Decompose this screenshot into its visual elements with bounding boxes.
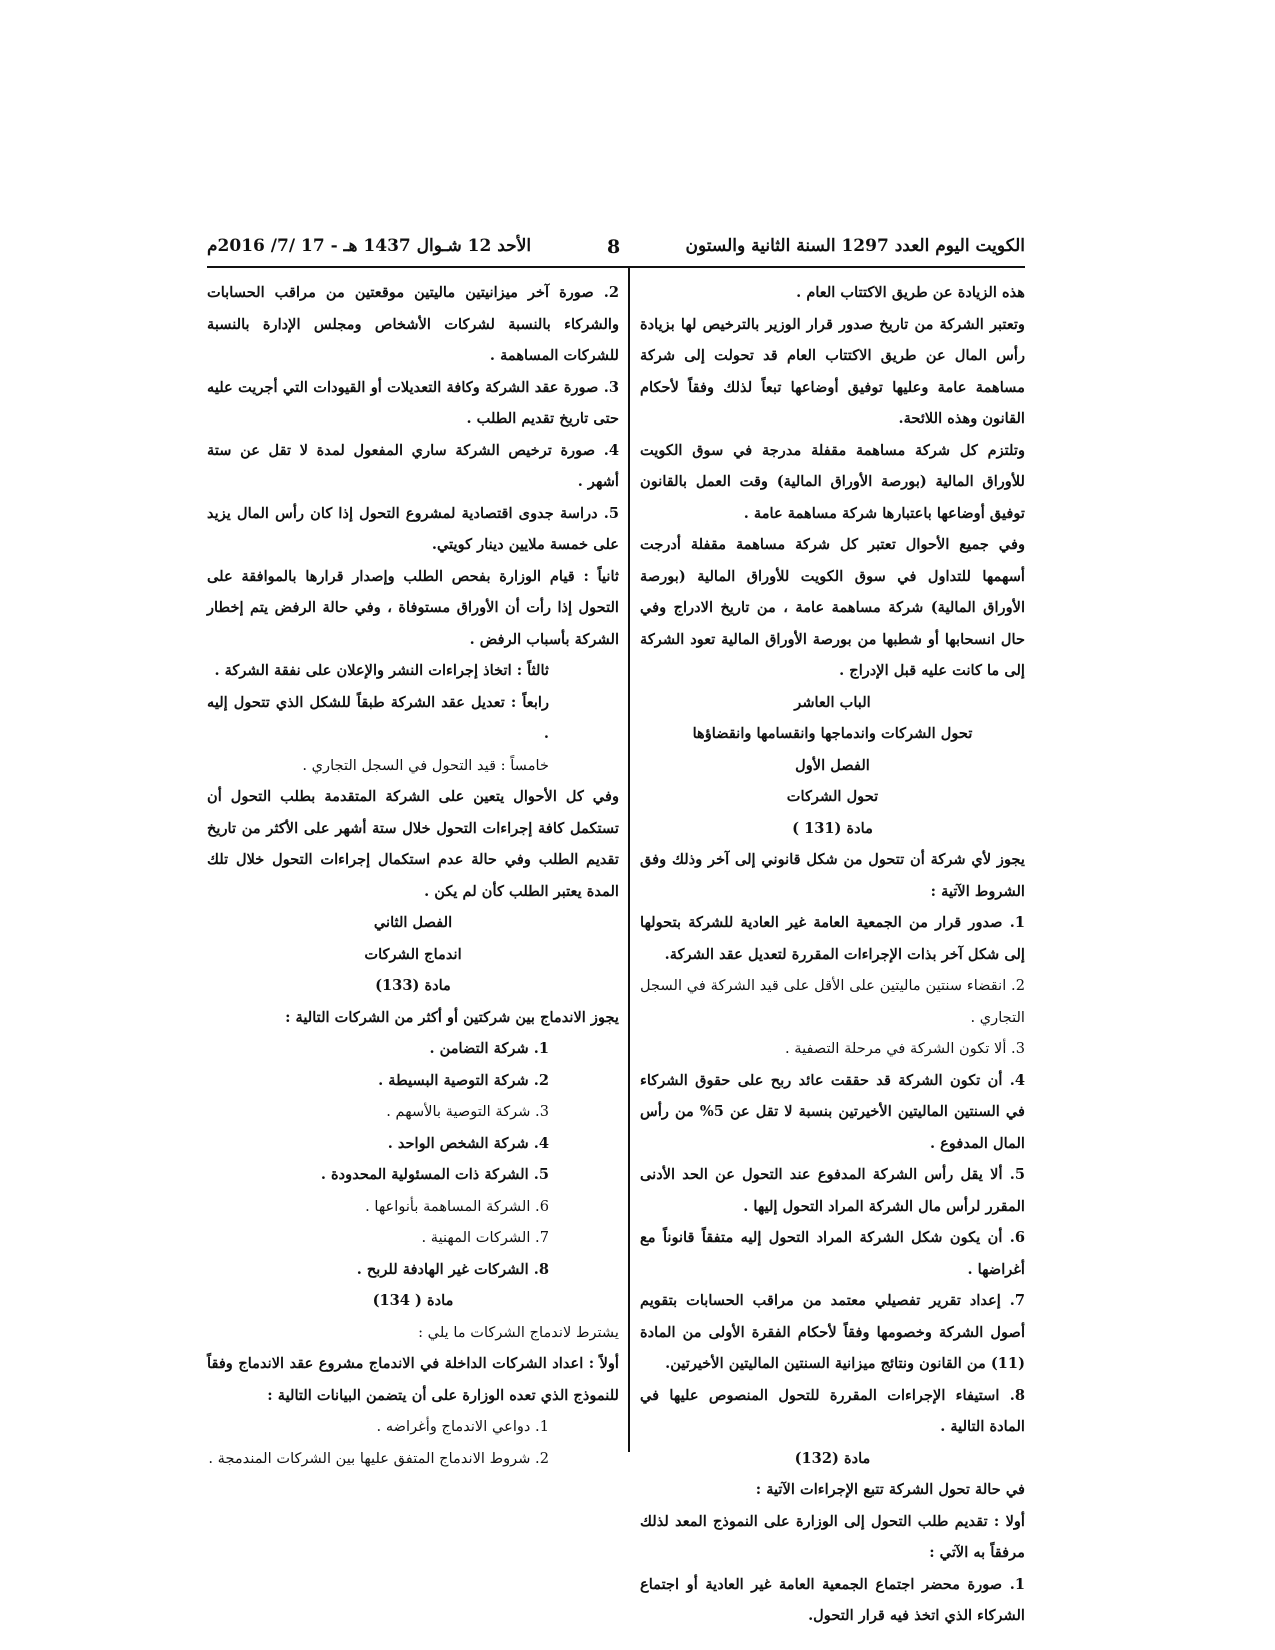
section-subtitle: تحول الشركات	[786, 788, 879, 805]
list-item: 7. الشركات المهنية .	[421, 1229, 549, 1246]
issue-info: الكويت اليوم العدد 1297 السنة الثانية والستون	[685, 236, 1025, 256]
paragraph: خامساً : قيد التحول في السجل التجاري .	[302, 756, 549, 774]
column-divider	[628, 268, 630, 1452]
list-item: 5. الشركة ذات المسئولية المحدودة .	[320, 1166, 549, 1183]
chapter-title: الباب العاشر	[794, 693, 871, 711]
paragraph: في حالة تحول الشركة تتبع الإجراءات الآتية :	[755, 1481, 1025, 1498]
section-title: الفصل الثاني	[373, 914, 453, 931]
list-item: 1. شركة التضامن .	[429, 1040, 549, 1057]
paragraph: وفي جميع الأحوال تعتبر كل شركة مساهمة مقفلة أدرجت أسهمها للتداول في سوق الكويت للأوراق المالية (بورصة الأوراق المالية) شركة مساهمة عامة ، من تاريخ الادراج وفي حال انسحابها أو شطبها من بورصة الأوراق المالية تعود الشركة إلى ما كانت عليه قبل الإدراج .	[640, 536, 1025, 679]
paragraph: يشترط لاندماج الشركات ما يلي :	[418, 1323, 619, 1341]
article-heading: مادة (133)	[375, 977, 451, 994]
paragraph: يجوز الاندماج بين شركتين أو أكثر من الشركات التالية :	[285, 1008, 619, 1026]
list-item: 8. الشركات غير الهادفة للربح .	[356, 1260, 549, 1278]
paragraph: أولا : تقديم طلب التحول إلى الوزارة على النموذج المعد لذلك مرفقاً به الآتي :	[640, 1512, 1025, 1561]
list-item: 4. شركة الشخص الواحد .	[387, 1134, 549, 1152]
list-item: 6. الشركة المساهمة بأنواعها .	[365, 1197, 549, 1215]
paragraph: وفي كل الأحوال يتعين على الشركة المتقدمة بطلب التحول أن تستكمل كافة إجراءات التحول خلال ستة أشهر على الأكثر من تاريخ تقديم الطلب وفي حالة عدم استكمال إجراءات التحول خلال تلك المدة يعتبر الطلب كأن لم يكن .	[207, 788, 619, 900]
list-item: 2. شركة التوصية البسيطة .	[378, 1071, 549, 1089]
page-number: 8	[607, 236, 621, 258]
list-item: 2. صورة آخر ميزانيتين ماليتين موقعتين من مراقب الحسابات والشركاء بالنسبة لشركات الأشخاص ومجلس الإدارة بالنسبة للشركات المساهمة .	[207, 284, 619, 364]
list-item: 1. دواعي الاندماج وأغراضه .	[376, 1418, 549, 1435]
list-item: 2. شروط الاندماج المتفق عليها بين الشركات المندمجة .	[208, 1449, 549, 1467]
article-heading: مادة (131 )	[792, 819, 873, 837]
paragraph: ثالثاً : اتخاذ إجراءات النشر والإعلان على نفقة الشركة .	[214, 662, 549, 679]
list-item: 3. صورة عقد الشركة وكافة التعديلات أو القيودات التي أجريت عليه حتى تاريخ تقديم الطلب .	[207, 378, 619, 427]
list-item: 4. أن تكون الشركة قد حققت عائد ربح على حقوق الشركاء في السنتين الماليتين الأخيرتين بنسبة لا تقل عن 5% من رأس المال المدفوع .	[640, 1071, 1026, 1152]
list-item: 2. انقضاء سنتين ماليتين على الأقل على قيد الشركة في السجل التجاري .	[640, 977, 1025, 1026]
article-heading: مادة ( 134)	[372, 1292, 454, 1309]
paragraph: أولاً : اعداد الشركات الداخلة في الاندماج مشروع عقد الاندماج وفقاً للنموذج الذي تعده الوزارة على أن يتضمن البيانات التالية :	[207, 1355, 619, 1404]
paragraph: وتعتبر الشركة من تاريخ صدور قرار الوزير بالترخيص لها بزيادة رأس المال عن طريق الاكتتاب العام قد تحولت إلى شركة مساهمة عامة وعليها توفيق أوضاعها تبعاً لذلك وفقاً لأحكام القانون وهذه اللائحة.	[640, 315, 1025, 427]
list-item: 7. إعداد تقرير تفصيلي معتمد من مراقب الحسابات بتقويم أصول الشركة وخصومها وفقاً لأحكام الفقرة الأولى من المادة (11) من القانون ونتائج ميزانية السنتين الماليتين الأخيرتين.	[640, 1292, 1025, 1372]
list-item: 6. أن يكون شكل الشركة المراد التحول إليه متفقاً قانوناً مع أغراضها .	[640, 1229, 1025, 1278]
issue-date: الأحد 12 شـوال 1437 هـ - 17 /7/ 2016م	[207, 236, 532, 256]
list-item: 3. شركة التوصية بالأسهم .	[386, 1103, 549, 1120]
list-item: 5. دراسة جدوى اقتصادية لمشروع التحول إذا كان رأس المال يزيد على خمسة ملايين دينار كويتي.	[207, 504, 619, 553]
header-rule	[207, 266, 1025, 268]
list-item: 1. صدور قرار من الجمعية العامة غير العادية للشركة بتحولها إلى شكل آخر بذات الإجراءات المقررة لتعديل عقد الشركة.	[640, 914, 1025, 963]
article-heading: مادة (132)	[794, 1449, 871, 1467]
paragraph: يجوز لأي شركة أن تتحول من شكل قانوني إلى آخر وذلك وفق الشروط الآتية :	[640, 851, 1025, 900]
paragraph: رابعاً : تعديل عقد الشركة طبقاً للشكل الذي تتحول إليه .	[207, 693, 549, 742]
right-column	[640, 277, 1025, 1632]
list-item: 4. صورة ترخيص الشركة ساري المفعول لمدة لا تقل عن ستة أشهر .	[207, 441, 619, 490]
section-title: الفصل الأول	[795, 756, 870, 774]
paragraph: وتلتزم كل شركة مساهمة مقفلة مدرجة في سوق الكويت للأوراق المالية (بورصة الأوراق المالية) وقت العمل بالقانون توفيق أوضاعها باعتبارها شركة مساهمة عامة .	[640, 441, 1025, 522]
list-item: 5. ألا يقل رأس الشركة المدفوع عند التحول عن الحد الأدنى المقرر لرأس مال الشركة المراد التحول إليها .	[640, 1166, 1025, 1215]
list-item: 1. صورة محضر اجتماع الجمعية العامة غير العادية أو اجتماع الشركاء الذي اتخذ فيه قرار التحول.	[640, 1575, 1025, 1624]
chapter-subtitle: تحول الشركات واندماجها وانقسامها وانقضاؤها	[692, 725, 973, 742]
section-subtitle: اندماج الشركات	[364, 945, 462, 963]
list-item: 8. استيفاء الإجراءات المقررة للتحول المنصوص عليها في المادة التالية .	[640, 1386, 1025, 1435]
page-header	[207, 236, 1025, 266]
list-item: 3. ألا تكون الشركة في مرحلة التصفية .	[784, 1040, 1025, 1057]
paragraph: ثانياً : قيام الوزارة بفحص الطلب وإصدار قرارها بالموافقة على التحول إذا رأت أن الأوراق مستوفاة ، وفي حالة الرفض يتم إخطار الشركة بأسباب الرفض .	[207, 567, 619, 648]
left-column	[207, 277, 619, 1474]
paragraph: هذه الزيادة عن طريق الاكتتاب العام .	[796, 284, 1025, 301]
